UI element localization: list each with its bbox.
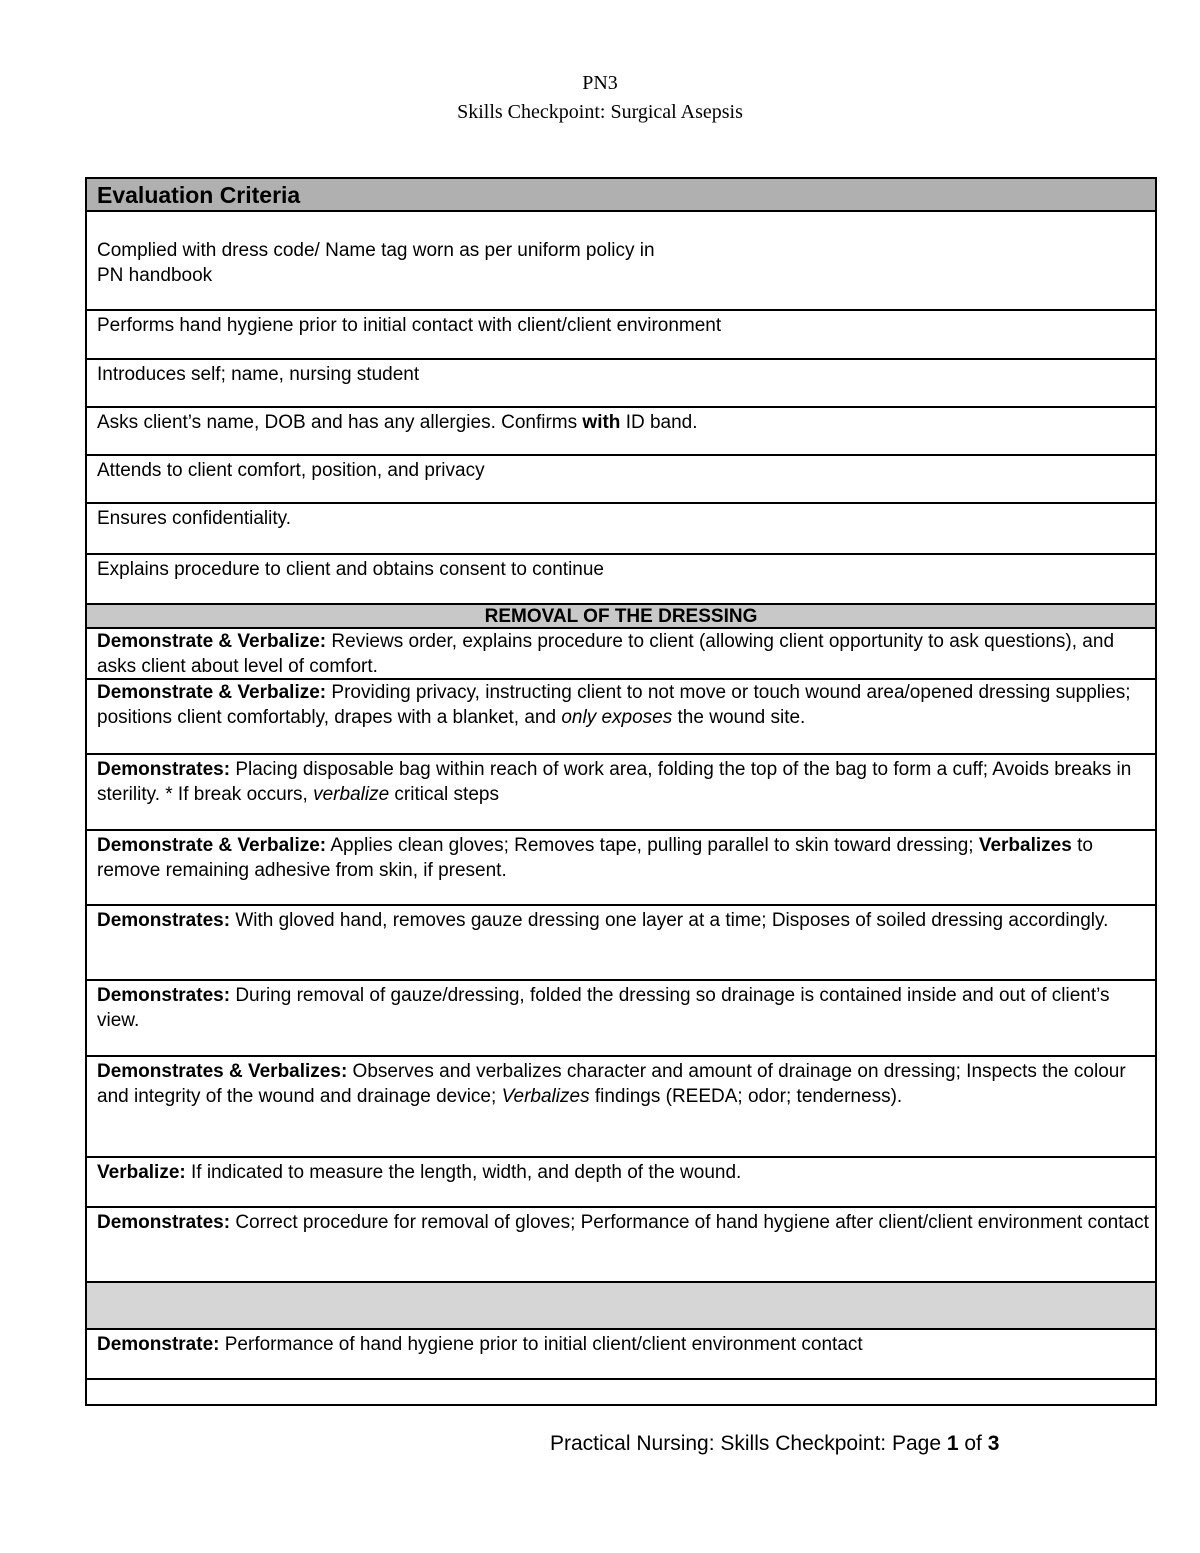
step-label: Demonstrate & Verbalize:: [97, 631, 327, 652]
step-text: If indicated to measure the length, width, and depth of the wound.: [185, 1162, 742, 1183]
criteria-row: [87, 360, 1155, 408]
step-row: [87, 906, 1155, 981]
step-text: Placing disposable bag within reach of work area, folding the top of the bag to form a cuff; Avoids breaks in sterility. * If break occurs,: [97, 759, 1132, 805]
criteria-text: ID band.: [620, 412, 698, 433]
criteria-bold-text: with: [582, 412, 621, 433]
step-row: [87, 1057, 1155, 1158]
criteria-text: Explains procedure to client and obtains consent to continue: [97, 559, 604, 580]
page-footer: [550, 1430, 999, 1458]
step-label: Demonstrates & Verbalizes:: [97, 1061, 348, 1082]
page-total: 3: [987, 1432, 1000, 1455]
criteria-row: [87, 212, 1155, 311]
step-label: Verbalizes: [978, 835, 1072, 856]
step-row: [87, 831, 1155, 906]
step-label: Demonstrates:: [97, 910, 231, 931]
step-label: Demonstrate:: [97, 1334, 220, 1355]
step-italic-text: only exposes: [561, 707, 673, 728]
step-text: to remove remaining adhesive from skin, if present.: [97, 835, 1093, 881]
criteria-text: Ensures confidentiality.: [97, 508, 291, 529]
step-text: Applies clean gloves; Removes tape, pulling parallel to skin toward dressing;: [326, 835, 979, 856]
step-label: Demonstrates:: [97, 759, 231, 780]
step-italic-text: verbalize: [313, 784, 390, 805]
step-label: Demonstrates:: [97, 985, 231, 1006]
document-code: PN3: [582, 72, 618, 94]
step-text: Correct procedure for removal of gloves; Performance of hand hygiene after client/client environment contact: [230, 1212, 1149, 1233]
section-heading: REMOVAL OF THE DRESSING: [87, 605, 1155, 629]
step-text: Providing privacy, instructing client to not move or touch wound area/opened dressing supplies; positions client comfortably, drapes with a blanket, and: [97, 682, 1131, 728]
step-text: During removal of gauze/dressing, folded the dressing so drainage is contained inside and out of client’s view.: [97, 985, 1110, 1031]
footer-of: of: [958, 1432, 988, 1455]
criteria-row: [87, 504, 1155, 555]
table-title: Evaluation Criteria: [87, 179, 1155, 212]
step-label: Demonstrates:: [97, 1212, 231, 1233]
criteria-text: Complied with dress code/ Name tag worn as per uniform policy in: [97, 240, 655, 261]
step-label: Demonstrate & Verbalize:: [97, 835, 327, 856]
criteria-text: Asks client’s name, DOB and has any allergies. Confirms: [97, 412, 583, 433]
step-text: critical steps: [389, 784, 499, 805]
document-title: Skills Checkpoint: Surgical Asepsis: [457, 101, 743, 123]
step-row: [87, 1158, 1155, 1208]
step-row: [87, 981, 1155, 1057]
step-row: [87, 1330, 1155, 1380]
step-label: Demonstrate & Verbalize:: [97, 682, 327, 703]
step-italic-text: Verbalizes: [501, 1086, 590, 1107]
step-text: Performance of hand hygiene prior to initial client/client environment contact: [219, 1334, 863, 1355]
criteria-row: [87, 311, 1155, 360]
criteria-row: [87, 456, 1155, 504]
step-text: Reviews order, explains procedure to client (allowing client opportunity to ask questions), and asks client about level of comfort.: [97, 631, 1115, 677]
criteria-text: PN handbook: [97, 265, 213, 286]
step-row: [87, 680, 1155, 755]
step-row: [87, 629, 1155, 680]
criteria-text: Attends to client comfort, position, and privacy: [97, 460, 485, 481]
step-label: Verbalize:: [97, 1162, 186, 1183]
criteria-text: Performs hand hygiene prior to initial contact with client/client environment: [97, 315, 722, 336]
step-row: [87, 755, 1155, 831]
blank-row: [87, 1380, 1155, 1404]
blank-shaded-row: [87, 1283, 1155, 1330]
step-text: findings (REEDA; odor; tenderness).: [589, 1086, 903, 1107]
footer-text: Practical Nursing: Skills Checkpoint: Page: [550, 1432, 947, 1455]
evaluation-criteria-table: [85, 177, 1157, 1406]
criteria-row: [87, 555, 1155, 605]
step-text: Observes and verbalizes character and amount of drainage on dressing; Inspects the colour and integrity of the wound and drainage device;: [97, 1061, 1126, 1107]
step-text: the wound site.: [672, 707, 806, 728]
criteria-row: [87, 408, 1155, 456]
step-row: [87, 1208, 1155, 1283]
step-text: With gloved hand, removes gauze dressing one layer at a time; Disposes of soiled dressing accordingly.: [230, 910, 1109, 931]
page-number: 1: [946, 1432, 959, 1455]
criteria-text: Introduces self; name, nursing student: [97, 364, 420, 385]
